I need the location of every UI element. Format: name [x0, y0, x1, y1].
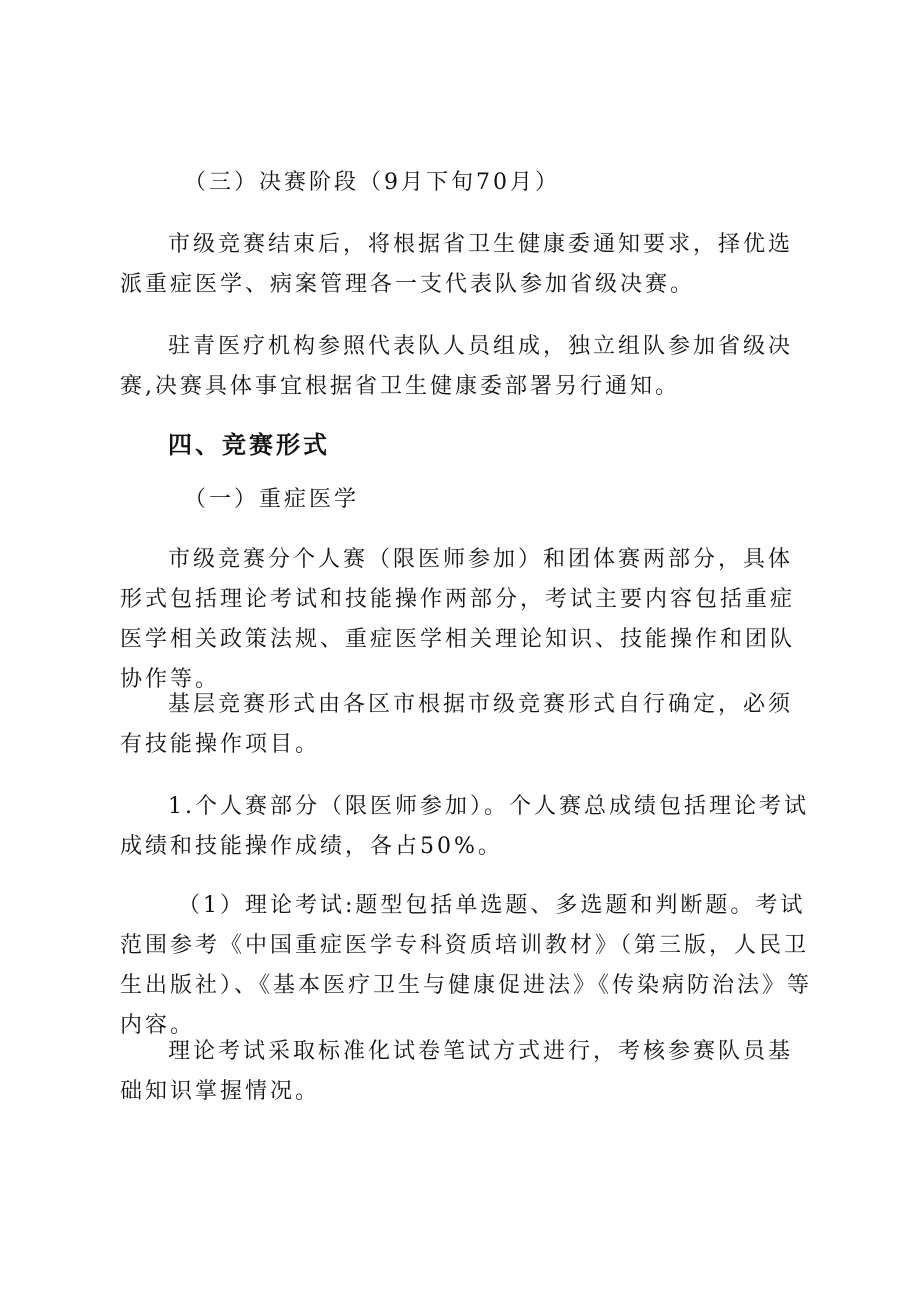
paragraph-theory-method: 理论考试采取标准化试卷笔试方式进行，考核参赛队员基础知识掌握情况。: [120, 1039, 794, 1104]
paragraph-competition-form: 市级竞赛分个人赛（限医师参加）和团体赛两部分，具体形式包括理论考试和技能操作两部分，考试主要内容包括重症医学相关政策法规、重症医学相关理论知识、技能操作和团队协作等。: [120, 547, 796, 692]
paragraph-individual-competition: 1.个人赛部分（限医师参加）。个人赛总成绩包括理论考试成绩和技能操作成绩，各占50%。: [120, 794, 809, 859]
stage3-title: （三）决赛阶段（9月下旬70月）: [184, 170, 560, 195]
paragraph-grassroots-form: 基层竞赛形式由各区市根据市级竞赛形式自行确定，必须有技能操作项目。: [120, 692, 794, 757]
section4-heading: 四、竞赛形式: [168, 431, 330, 459]
paragraph-theory-exam: （1）理论考试:题型包括单选题、多选题和判断题。考试范围参考《中国重症医学专科资质培训教材》（第三版，人民卫生出版社）、《基本医疗卫生与健康促进法》《传染病防治法》等内容。: [120, 893, 813, 1038]
paragraph-stage3-local-institutions: 驻青医疗机构参照代表队人员组成，独立组队参加省级决赛,决赛具体事宜根据省卫生健康委部署另行通知。: [120, 334, 794, 399]
paragraph-stage3-selection: 市级竞赛结束后，将根据省卫生健康委通知要求，择优选派重症医学、病案管理各一支代表队参加省级决赛。: [120, 232, 794, 297]
sub1-title: （一）重症医学: [184, 487, 360, 512]
